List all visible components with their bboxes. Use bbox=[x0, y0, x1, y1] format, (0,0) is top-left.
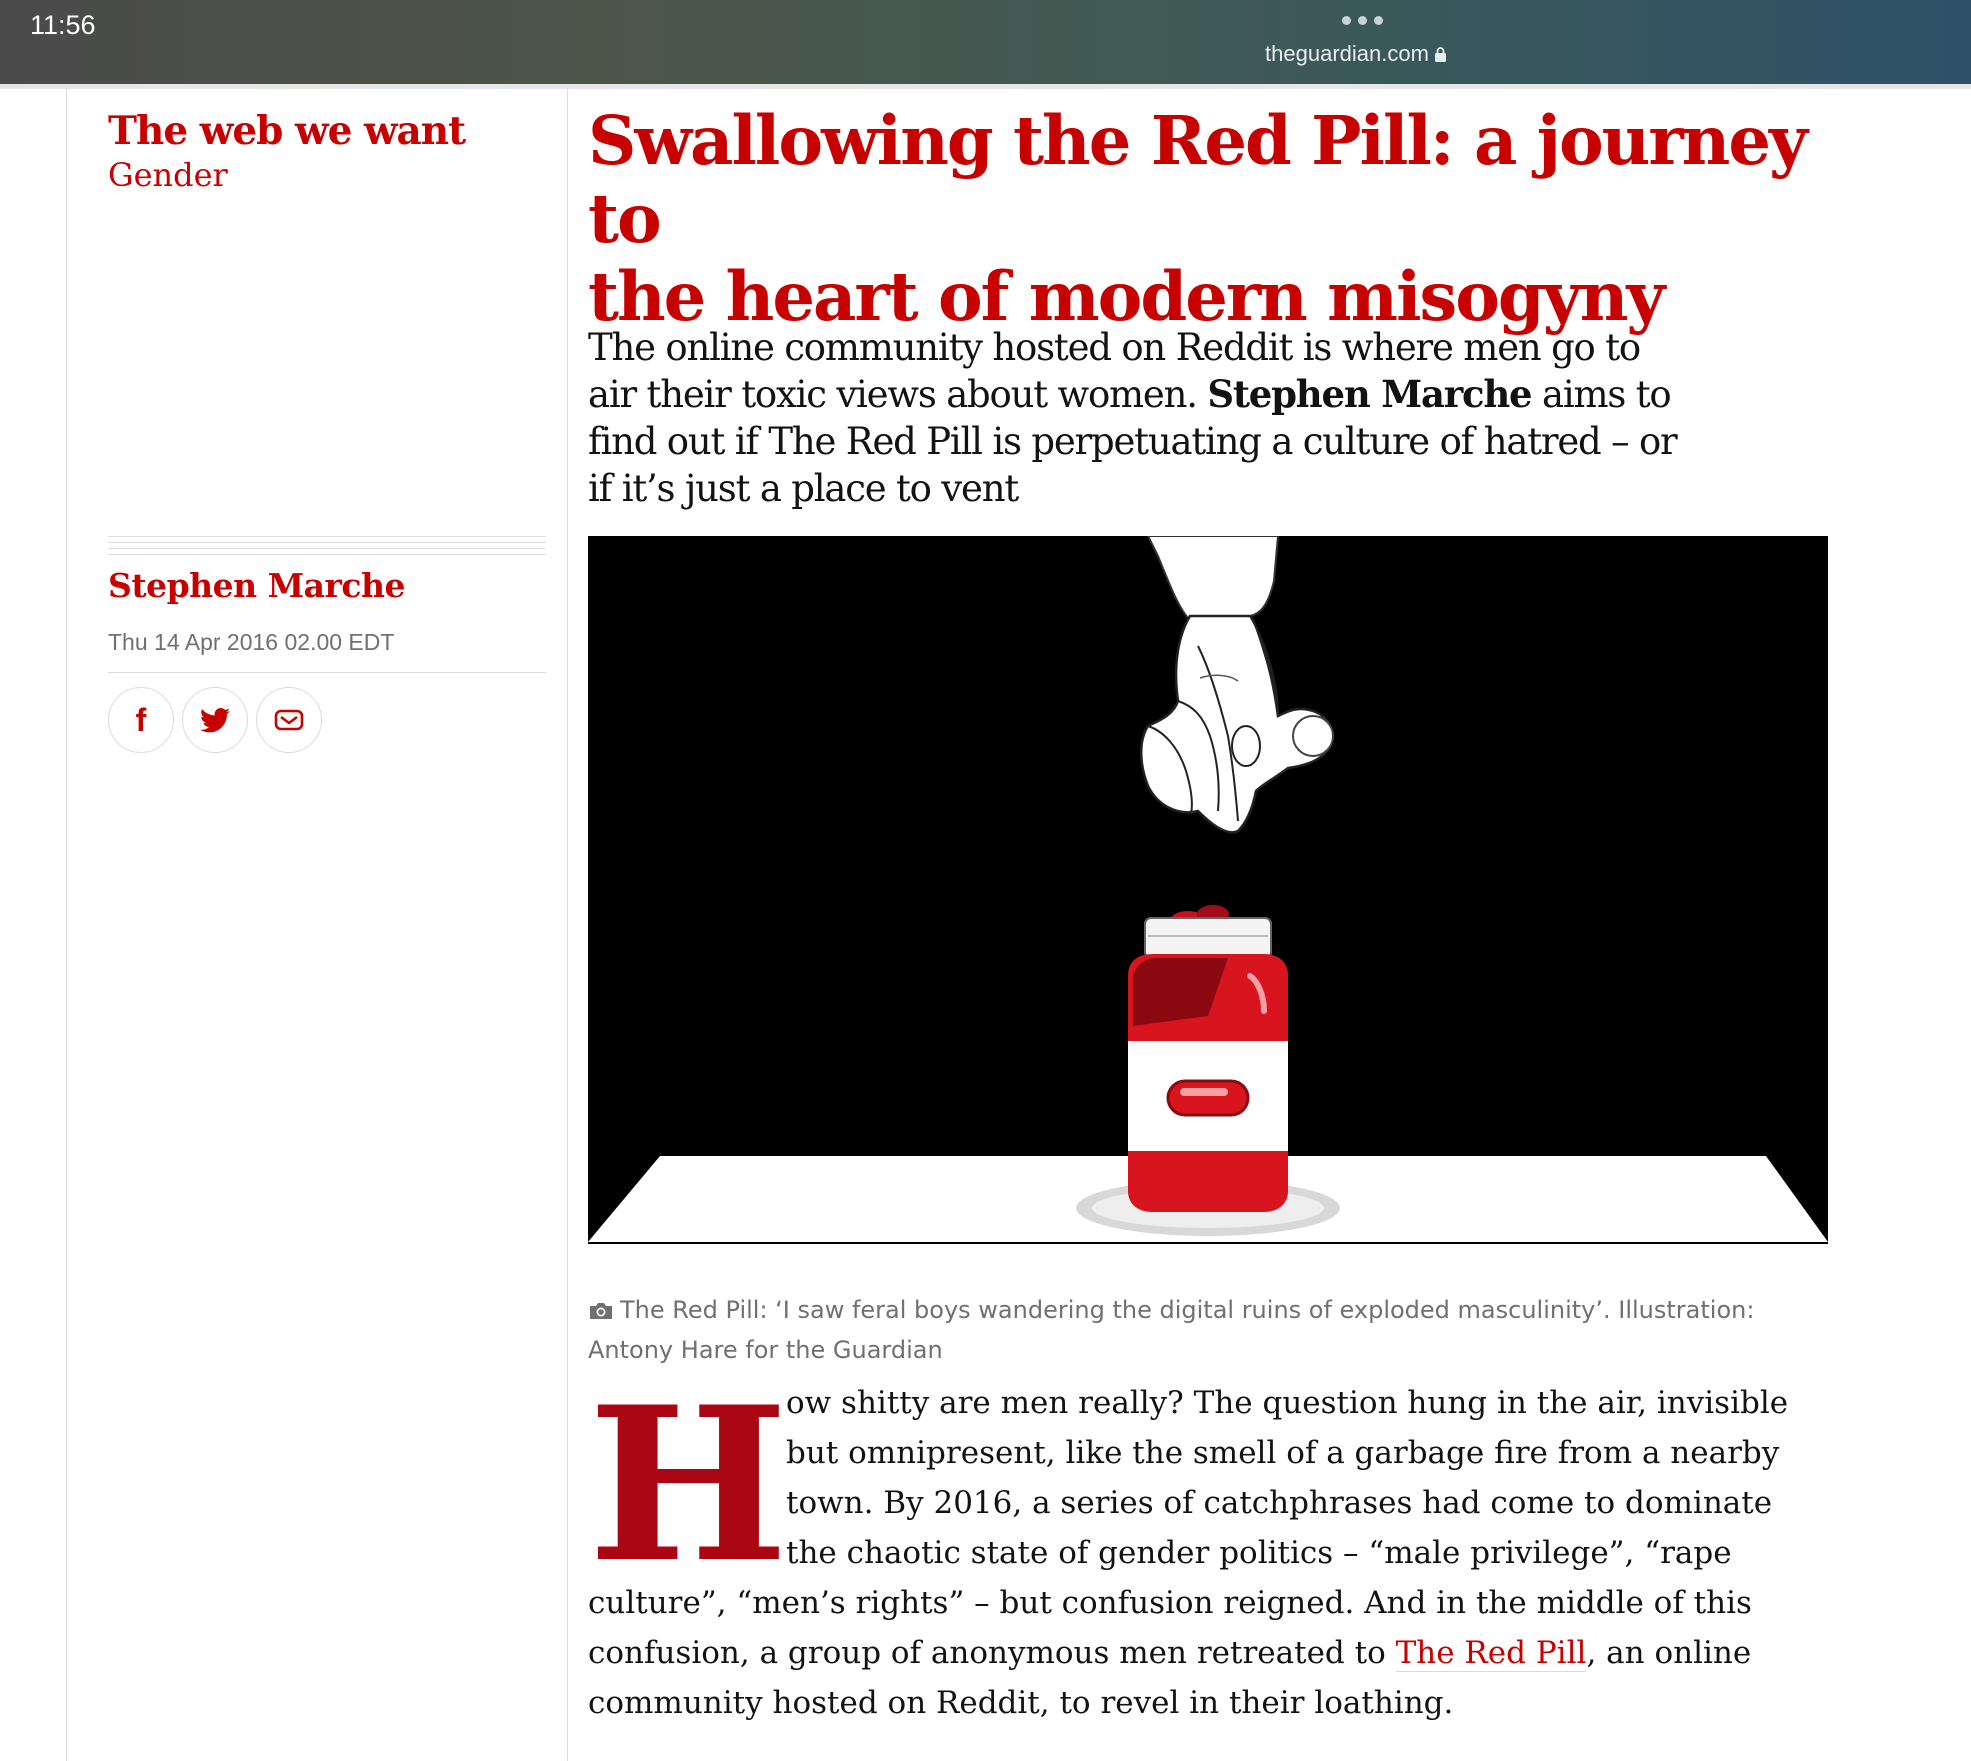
lock-icon bbox=[1435, 42, 1446, 68]
status-time: 11:56 bbox=[30, 10, 96, 40]
standfirst-text-rest: aims to find out if The Red Pill is perpetuating a culture of hatred – or if it’s just a place to vent bbox=[588, 373, 1677, 510]
image-caption bbox=[588, 1292, 1828, 1369]
headline-line-1: Swallowing the Red Pill: a journey to bbox=[588, 101, 1806, 258]
body-paragraph-text: ow shitty are men really? The question hung in the air, invisible but omnipresent, like the smell of a garbage fire from a nearby town. By 2016, a series of catchphrases had come to dominate the chaotic state of gender politics – “male privilege”, “rape culture”, “men’s rights” – but confusion reigned. And in the middle of this confusion, a group of anonymous men retreated to bbox=[588, 1385, 1789, 1671]
camera-icon bbox=[588, 1295, 614, 1332]
url-text: theguardian.com bbox=[1265, 41, 1429, 66]
red-pill-link[interactable]: The Red Pill bbox=[1395, 1635, 1587, 1671]
meta-divider bbox=[108, 536, 546, 560]
column-rule-left bbox=[66, 89, 67, 1761]
main-illustration[interactable] bbox=[588, 536, 1828, 1244]
more-options-icon[interactable] bbox=[1342, 16, 1383, 25]
email-icon bbox=[274, 708, 304, 732]
standfirst bbox=[588, 324, 1698, 512]
twitter-icon bbox=[200, 708, 230, 733]
article-headline bbox=[588, 102, 1808, 336]
article-body bbox=[588, 1360, 1828, 1728]
byline-author[interactable]: Stephen Marche bbox=[108, 566, 405, 605]
share-buttons bbox=[108, 687, 322, 753]
body-paragraph-text-end: , an online community hosted on Reddit, to revel in their loathing. bbox=[588, 1635, 1752, 1721]
series-link[interactable]: The web we want bbox=[108, 108, 466, 154]
meta-rule bbox=[108, 672, 546, 673]
share-email-button[interactable] bbox=[256, 687, 322, 753]
publish-date: Thu 14 Apr 2016 02.00 EDT bbox=[108, 629, 395, 655]
standfirst-text: The online community hosted on Reddit is where men go to air their toxic views about women. bbox=[588, 326, 1640, 416]
drop-cap: H bbox=[588, 1360, 785, 1609]
share-facebook-button[interactable] bbox=[108, 687, 174, 753]
share-twitter-button[interactable] bbox=[182, 687, 248, 753]
section-link[interactable]: Gender bbox=[108, 156, 228, 194]
pill-bottle-illustration bbox=[1128, 905, 1288, 1212]
caption-text: The Red Pill: ‘I saw feral boys wandering the digital ruins of exploded masculinity’. Illustration: Antony Hare for the Guardian bbox=[588, 1296, 1755, 1364]
page-top-border bbox=[0, 84, 1971, 89]
standfirst-author-link[interactable]: Stephen Marche bbox=[1207, 372, 1532, 416]
red-pill-illustration bbox=[588, 536, 1828, 1244]
facebook-icon: f bbox=[135, 702, 147, 738]
headline-line-2: the heart of modern misogyny bbox=[588, 257, 1664, 336]
column-rule-middle bbox=[567, 89, 568, 1761]
browser-status-bar bbox=[0, 0, 1971, 84]
address-bar[interactable] bbox=[0, 41, 1971, 68]
